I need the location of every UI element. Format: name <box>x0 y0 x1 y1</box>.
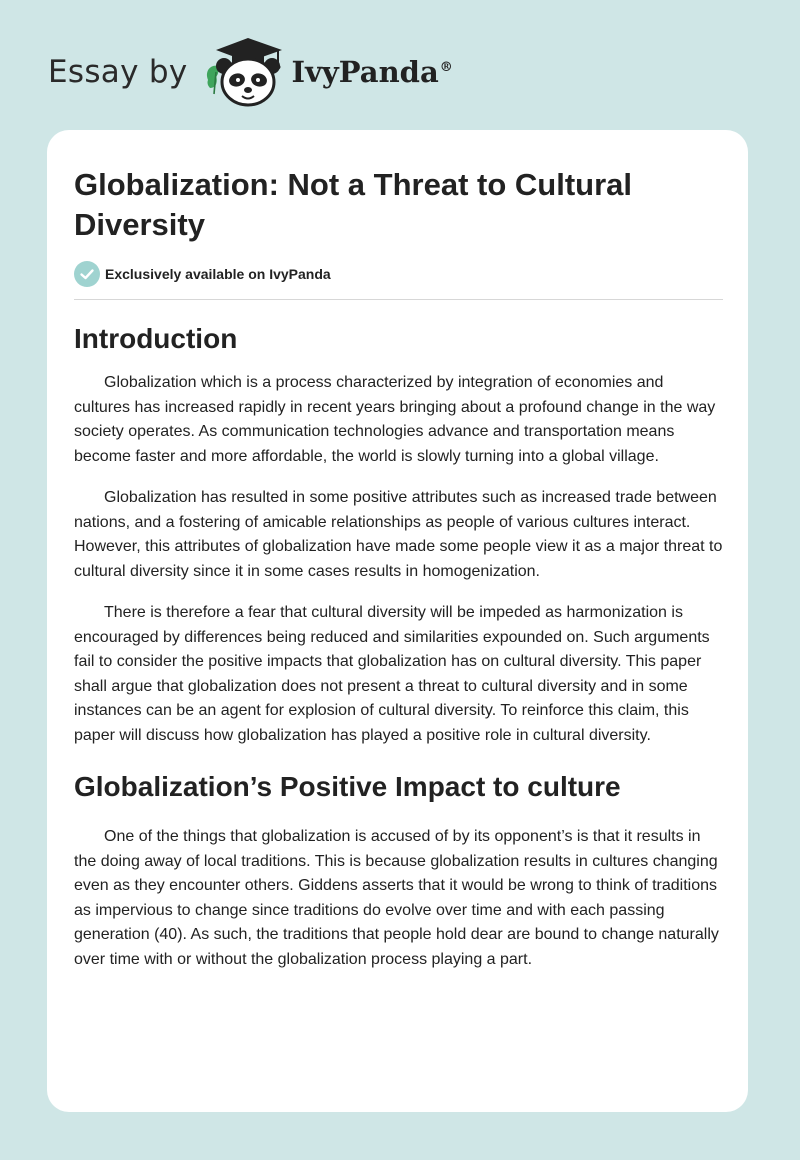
paragraph: Globalization has resulted in some positive attributes such as increased trade between nations, and a fostering of amicable relationships as people of various cultures interact. However, this attributes of globalization have made some people view it as a major threat to cultural diversity since it in some cases results in homogenization. <box>74 489 723 580</box>
panda-graduate-icon[interactable] <box>202 36 286 108</box>
essay-card <box>47 130 748 1112</box>
badge-text: Exclusively available on IvyPanda <box>105 266 331 282</box>
section-heading: Introduction <box>74 323 238 354</box>
brand-prefix: Essay by <box>48 54 188 90</box>
section-introduction <box>74 321 723 748</box>
registered-mark: ® <box>439 60 453 76</box>
brand-name[interactable]: IvyPanda® <box>291 55 453 89</box>
essay-title: Globalization: Not a Threat to Cultural Diversity <box>74 167 632 242</box>
divider <box>74 299 723 300</box>
paragraph: There is therefore a fear that cultural diversity will be impeded as harmonization is encouraged by differences being reduced and similarities expounded on. Such arguments fail to consider the positive impacts that globalization has on cultural diversity. This paper shall argue that globalization does not present a threat to cultural diversity and in some instances can be an agent for explosion of cultural diversity. To reinforce this claim, this paper will discuss how globalization has played a positive role in cultural diversity. <box>74 604 710 744</box>
paragraph: One of the things that globalization is accused of by its opponent’s is that it results in the doing away of local traditions. This is because globalization results in cultures changing even as they encounter others. Giddens asserts that it would be wrong to think of traditions as impervious to change since traditions do evolve over time and with each passing generation (40). As such, the traditions that people hold dear are bound to change naturally over time with or without the globalization process playing a part. <box>74 828 719 968</box>
exclusive-badge <box>74 261 723 287</box>
check-circle-icon <box>74 261 100 287</box>
section-positive-impact <box>74 769 723 972</box>
paragraph: Globalization which is a process characterized by integration of economies and cultures has increased rapidly in recent years bringing about a profound change in the way society operates. As communication technologies advance and transportation means become faster and more affordable, the world is slowly turning into a global village. <box>74 374 716 465</box>
site-header <box>48 36 453 108</box>
section-heading: Globalization’s Positive Impact to culture <box>74 771 621 802</box>
